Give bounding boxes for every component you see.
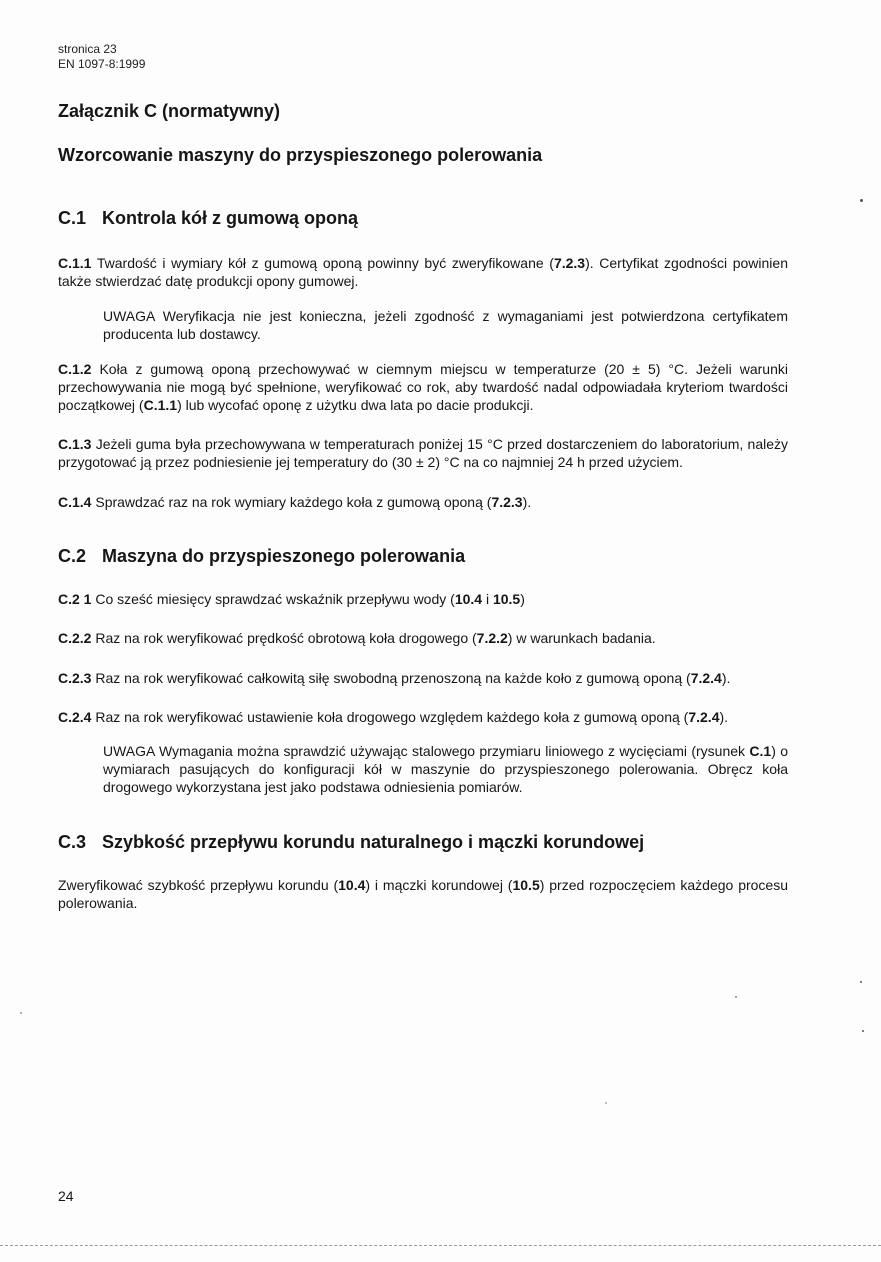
clause-c1-4 <box>58 493 788 511</box>
clause-text: Zweryfikować szybkość przepływu korundu ( <box>58 877 339 893</box>
clause-number: C.2.3 <box>58 670 92 686</box>
clause-text: ) i mączki korundowej ( <box>365 877 513 893</box>
note-text: Weryfikacja nie jest konieczna, jeżeli zgodność z wymaganiami jest potwierdzona certyfikatem producenta lub dostawcy. <box>103 308 788 342</box>
standard-reference: EN 1097-8:1999 <box>58 57 146 71</box>
clause-text: Raz na rok weryfikować ustawienie koła drogowego względem każdego koła z gumową oponą ( <box>91 709 689 725</box>
section-number: C.3 <box>58 832 87 852</box>
clause-text: Jeżeli guma była przechowywana w temperaturach poniżej 15 °C przed dostarczeniem do laboratorium, należy przygotować ją przez podniesienie jej temperatury do (30 ± 2) °C na co najmniej 24 h przed użyciem. <box>58 436 788 470</box>
page-number: 24 <box>58 1188 74 1204</box>
clause-text: ). <box>719 709 729 725</box>
clause-text: i <box>482 591 493 607</box>
note-text: Wymagania można sprawdzić używając stalowego przymiaru liniowego z wycięciami (rysunek <box>154 743 750 759</box>
section-number: C.2 <box>58 546 87 566</box>
cross-reference: C.1 <box>749 743 772 759</box>
clause-number: C.1.3 <box>58 436 92 452</box>
section-title: Szybkość przepływu korundu naturalnego i mączki korundowej <box>102 832 645 852</box>
clause-text: ). <box>721 670 731 686</box>
clause-text: Co sześć miesięcy sprawdzać wskaźnik przepływu wody ( <box>91 591 455 607</box>
scan-speck <box>605 1102 607 1104</box>
clause-text: Koła z gumową oponą przechowywać w ciemnym miejscu w temperaturze (20 ± 5) °C. Jeżeli warunki przechowywania nie mogą być spełnione, weryfikować co rok, aby twardość nadal odpowiadała kryteriom twardości początkowej ( <box>58 361 788 413</box>
clause-text: ) przed rozpoczęciem każdego procesu polerowania. <box>58 877 789 911</box>
clause-c1-2 <box>58 360 788 414</box>
cross-reference: 10.5 <box>512 877 540 893</box>
clause-number: C.2.2 <box>58 630 92 646</box>
clause-c1-3 <box>58 435 788 471</box>
section-heading-c1 <box>58 208 358 229</box>
scan-speck <box>20 1012 22 1014</box>
note-label: UWAGA <box>103 743 155 759</box>
section-heading-c2 <box>58 546 465 567</box>
document-title: Wzorcowanie maszyny do przyspieszonego polerowania <box>58 145 543 165</box>
scan-edge-line <box>0 1245 881 1246</box>
clause-text: ). Certyfikat zgodności powinien także stwierdzać datę produkcji opony gumowej. <box>58 255 788 289</box>
cross-reference: 7.2.4 <box>688 709 720 725</box>
cross-reference: 10.4 <box>454 591 483 607</box>
clause-text: Twardość i wymiary kół z gumową oponą powinny być zweryfikowane ( <box>91 255 554 271</box>
cross-reference: 10.4 <box>338 877 366 893</box>
clause-text: ) w warunkach badania. <box>507 630 656 646</box>
note-c2 <box>103 742 788 796</box>
clause-text: ) <box>520 591 525 607</box>
annex-title: Załącznik C (normatywny) <box>58 101 281 121</box>
scan-speck <box>860 199 863 202</box>
clause-number: C.1.4 <box>58 494 92 510</box>
page-header-label: stronica 23 <box>58 42 117 56</box>
cross-reference: 7.2.3 <box>553 255 586 271</box>
cross-reference: 7.2.3 <box>491 494 523 510</box>
section-number: C.1 <box>58 208 87 228</box>
scan-speck <box>862 1030 864 1032</box>
note-text: ) o wymiarach pasujących do konfiguracji kół w maszynie do przyspieszonego polerowania. Obręcz koła drogowego wykorzystana jest jako podstawa odniesienia pomiarów. <box>103 743 788 795</box>
cross-reference: C.1.1 <box>143 397 178 413</box>
clause-c2-3 <box>58 669 788 687</box>
section-title: Kontrola kół z gumową oponą <box>102 208 358 228</box>
clause-c2-2 <box>58 629 788 647</box>
clause-text: ) lub wycofać oponę z użytku dwa lata po dacie produkcji. <box>177 397 534 413</box>
clause-c3-body <box>58 876 788 912</box>
clause-text: Raz na rok weryfikować całkowitą siłę swobodną przenoszoną na każde koło z gumową oponą ( <box>91 670 691 686</box>
clause-text: ). <box>522 494 532 510</box>
scan-speck <box>860 981 862 983</box>
cross-reference: 10.5 <box>492 591 521 607</box>
clause-text: Raz na rok weryfikować prędkość obrotową koła drogowego ( <box>91 630 477 646</box>
clause-number: C.1.2 <box>58 361 92 377</box>
clause-number: C.2.4 <box>58 709 92 725</box>
section-heading-c3 <box>58 832 644 853</box>
clause-text: Sprawdzać raz na rok wymiary każdego koła z gumową oponą ( <box>91 494 492 510</box>
clause-number: C.1.1 <box>58 255 92 271</box>
scan-speck <box>735 996 737 998</box>
clause-number: C.2 1 <box>58 591 92 607</box>
cross-reference: 7.2.2 <box>476 630 508 646</box>
note-label: UWAGA <box>103 308 155 324</box>
clause-c2-1 <box>58 590 788 608</box>
clause-c1-1 <box>58 254 788 290</box>
clause-c2-4 <box>58 708 788 726</box>
section-title: Maszyna do przyspieszonego polerowania <box>102 546 466 566</box>
cross-reference: 7.2.4 <box>690 670 722 686</box>
note-c1 <box>103 307 788 343</box>
